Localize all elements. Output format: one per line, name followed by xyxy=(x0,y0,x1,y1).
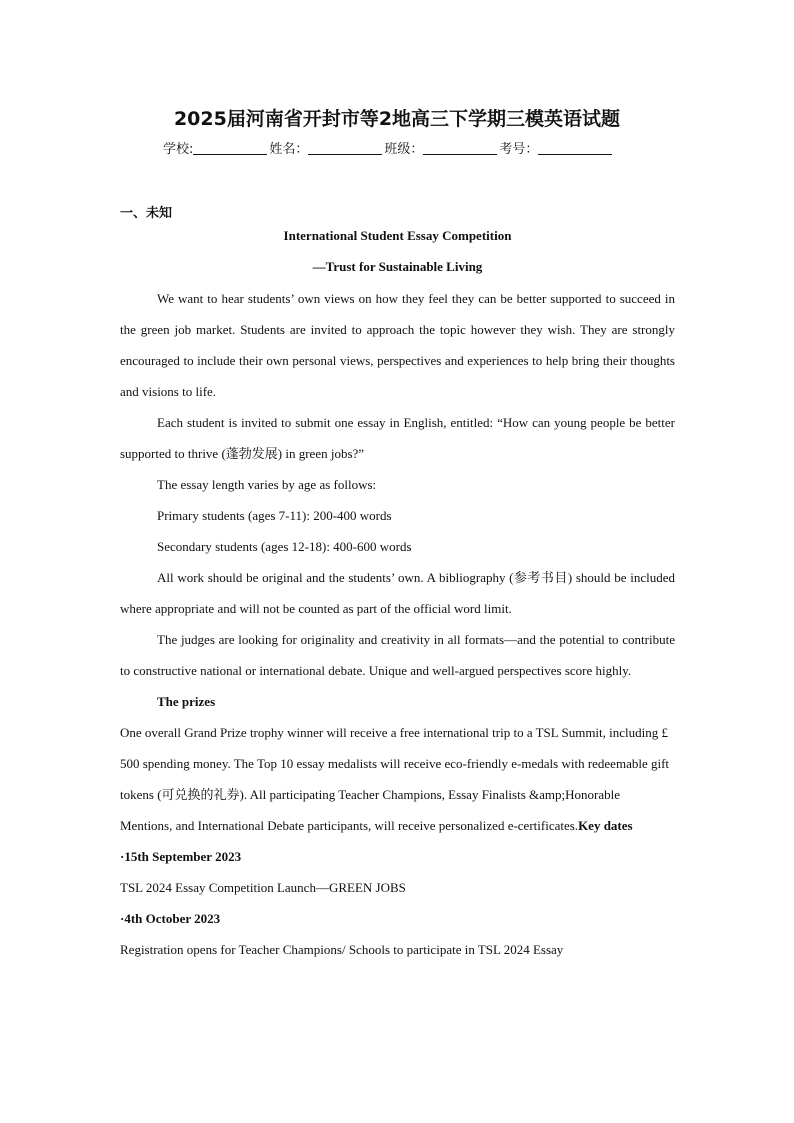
date-description: Registration opens for Teacher Champions/ Schools to participate in TSL 2024 Essay xyxy=(120,942,564,957)
paragraph: The judges are looking for originality and creativity in all formats—and the potential to contribute to constructive national or international debate. Unique and well-argued perspectives score highly. xyxy=(120,632,675,678)
date-item: ·15th September 2023 xyxy=(120,849,242,864)
passage-body xyxy=(120,283,675,965)
key-dates-heading: Key dates xyxy=(578,818,633,833)
class-blank xyxy=(423,140,497,155)
paragraph: All work should be original and the students’ own. A bibliography (参考书目) should be included where appropriate and will not be counted as part of the official word limit. xyxy=(120,570,675,616)
exam-number-label: 考号： xyxy=(499,142,539,157)
name-blank xyxy=(308,140,382,155)
prizes-text: One overall Grand Prize trophy winner will receive a free international trip to a TSL Summit, including £ 500 spending money. The Top 10 essay medalists will receive eco-friendly e-medals with redeemable gift tokens (可兑换的礼券). All participating Teacher Champions, Essay Finalists &amp;Honorable Mentions, and International Debate participants, will receive personalized e-certificates. xyxy=(120,725,670,833)
paragraph: Primary students (ages 7-11): 200-400 words xyxy=(157,508,392,523)
section-heading: 一、未知 xyxy=(120,206,173,221)
paragraph: We want to hear students’ own views on how they feel they can be better supported to succeed in the green job market. Students are invited to approach the topic however they wish. They are strongly encouraged to include their own personal views, perspectives and experiences to help bring their thoughts and visions to life. xyxy=(120,291,675,399)
paragraph: Each student is invited to submit one essay in English, entitled: “How can young people be better supported to thrive (蓬勃发展) in green jobs?” xyxy=(120,415,675,461)
date-description: TSL 2024 Essay Competition Launch—GREEN JOBS xyxy=(120,880,406,895)
prizes-paragraph xyxy=(120,717,675,841)
school-label: 学校: xyxy=(163,142,194,157)
student-info-line xyxy=(163,138,614,157)
passage-subtitle: —Trust for Sustainable Living xyxy=(312,259,483,274)
paragraph: The essay length varies by age as follows: xyxy=(157,477,377,492)
prizes-heading: The prizes xyxy=(157,694,216,709)
date-item: ·4th October 2023 xyxy=(120,911,221,926)
passage-title: International Student Essay Competition xyxy=(283,228,512,243)
class-label: 班级： xyxy=(384,142,424,157)
name-label: 姓名： xyxy=(269,142,309,157)
page-title: 2025届河南省开封市等2地高三下学期三模英语试题 xyxy=(173,108,621,130)
paragraph: Secondary students (ages 12-18): 400-600 words xyxy=(157,539,412,554)
exam-number-blank xyxy=(538,140,612,155)
school-blank xyxy=(193,140,267,155)
